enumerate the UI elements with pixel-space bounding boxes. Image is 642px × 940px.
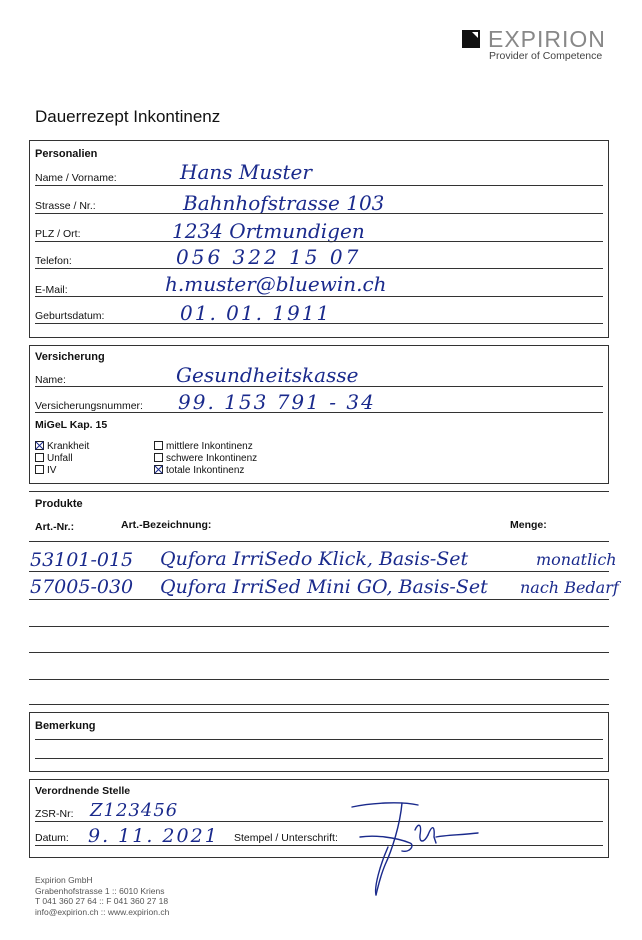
checkbox-checked-icon [154,465,163,474]
geburtsdatum-line [35,323,603,324]
telefon-value[interactable]: 056 322 15 07 [176,245,362,269]
row1-bezeichnung[interactable]: Qufora IrriSedo Klick, Basis-Set [160,548,469,570]
row2-art-nr[interactable]: 57005-030 [30,576,134,598]
signature-image [340,795,490,905]
name-line [35,185,603,186]
bemerkung-heading: Bemerkung [35,720,96,732]
email-label: E-Mail: [35,284,68,296]
datum-line [35,845,603,846]
produkte-row-line-3 [29,626,609,627]
checkbox-schwere[interactable]: schwere Inkontinenz [154,453,257,464]
email-line [35,296,603,297]
bemerkung-line-1 [35,739,603,740]
row2-bezeichnung[interactable]: Qufora IrriSed Mini GO, Basis-Set [160,576,488,598]
produkte-top-line [29,491,609,492]
produkte-header-line [29,541,609,542]
produkte-row-line-2 [29,599,609,600]
checkbox-krankheit[interactable]: Krankheit [35,441,89,452]
versicherungsnummer-line [35,412,603,413]
versicherung-heading: Versicherung [35,351,105,363]
plz-value[interactable]: 1234 Ortmundigen [172,219,365,243]
col-art-nr: Art.-Nr.: [35,521,75,533]
footer-phone: T 041 360 27 64 :: F 041 360 27 18 [35,896,169,906]
strasse-line [35,213,603,214]
checkbox-icon [154,441,163,450]
row1-art-nr[interactable]: 53101-015 [30,549,134,571]
checkbox-mittlere[interactable]: mittlere Inkontinenz [154,441,253,452]
brand-tagline: Provider of Competence [489,50,603,62]
migel-label: MiGeL Kap. 15 [35,419,108,431]
bemerkung-section [29,712,609,772]
geburtsdatum-value[interactable]: 01. 01. 1911 [180,301,332,325]
col-bezeichnung: Art.-Bezeichnung: [121,519,212,531]
verordnende-heading: Verordnende Stelle [35,785,131,797]
checkbox-iv[interactable]: IV [35,465,56,476]
expirion-logo-icon [462,30,480,48]
produkte-row-line-6 [29,704,609,705]
checkbox-unfall[interactable]: Unfall [35,453,73,464]
footer-company: Expirion GmbH [35,875,93,885]
plz-label: PLZ / Ort: [35,228,81,240]
bemerkung-line-2 [35,758,603,759]
versicherung-name-value[interactable]: Gesundheitskasse [176,363,359,387]
footer-street: Grabenhofstrasse 1 :: 6010 Kriens [35,885,165,896]
produkte-row-line-4 [29,652,609,653]
email-value[interactable]: h.muster@bluewin.ch [165,272,387,296]
name-label: Name / Vorname: [35,172,117,184]
versicherungsnummer-label: Versicherungsnummer: [35,400,143,412]
footer-address [35,875,169,917]
checkbox-checked-icon [35,441,44,450]
footer-web[interactable]: info@expirion.ch :: www.expirion.ch [35,906,170,917]
checkbox-icon [35,453,44,462]
name-value[interactable]: Hans Muster [180,160,312,184]
brand-name: EXPIRION [488,26,606,52]
versicherung-name-label: Name: [35,374,66,386]
zsr-line [35,821,603,822]
checkbox-icon [35,465,44,474]
zsr-value[interactable]: Z123456 [90,800,179,821]
telefon-line [35,268,603,269]
page-title: Dauerrezept Inkontinenz [35,107,221,126]
produkte-heading: Produkte [35,498,83,510]
datum-value[interactable]: 9. 11. 2021 [88,825,219,847]
produkte-row-line-5 [29,679,609,680]
geburtsdatum-label: Geburtsdatum: [35,310,105,322]
versicherung-name-line [35,386,603,387]
checkbox-totale[interactable]: totale Inkontinenz [154,465,244,476]
stempel-label: Stempel / Unterschrift: [234,832,338,844]
versicherungsnummer-value[interactable]: 99. 153 791 - 34 [178,390,376,414]
row1-menge[interactable]: monatlich [536,550,617,569]
checkbox-icon [154,453,163,462]
produkte-row-line-1 [29,571,609,572]
zsr-label: ZSR-Nr: [35,808,74,820]
personalien-heading: Personalien [35,148,98,160]
datum-label: Datum: [35,832,69,844]
row2-menge[interactable]: nach Bedarf [520,578,619,597]
strasse-label: Strasse / Nr.: [35,200,96,212]
strasse-value[interactable]: Bahnhofstrasse 103 [183,191,385,215]
telefon-label: Telefon: [35,255,72,267]
col-menge: Menge: [510,519,547,531]
plz-line [35,241,603,242]
